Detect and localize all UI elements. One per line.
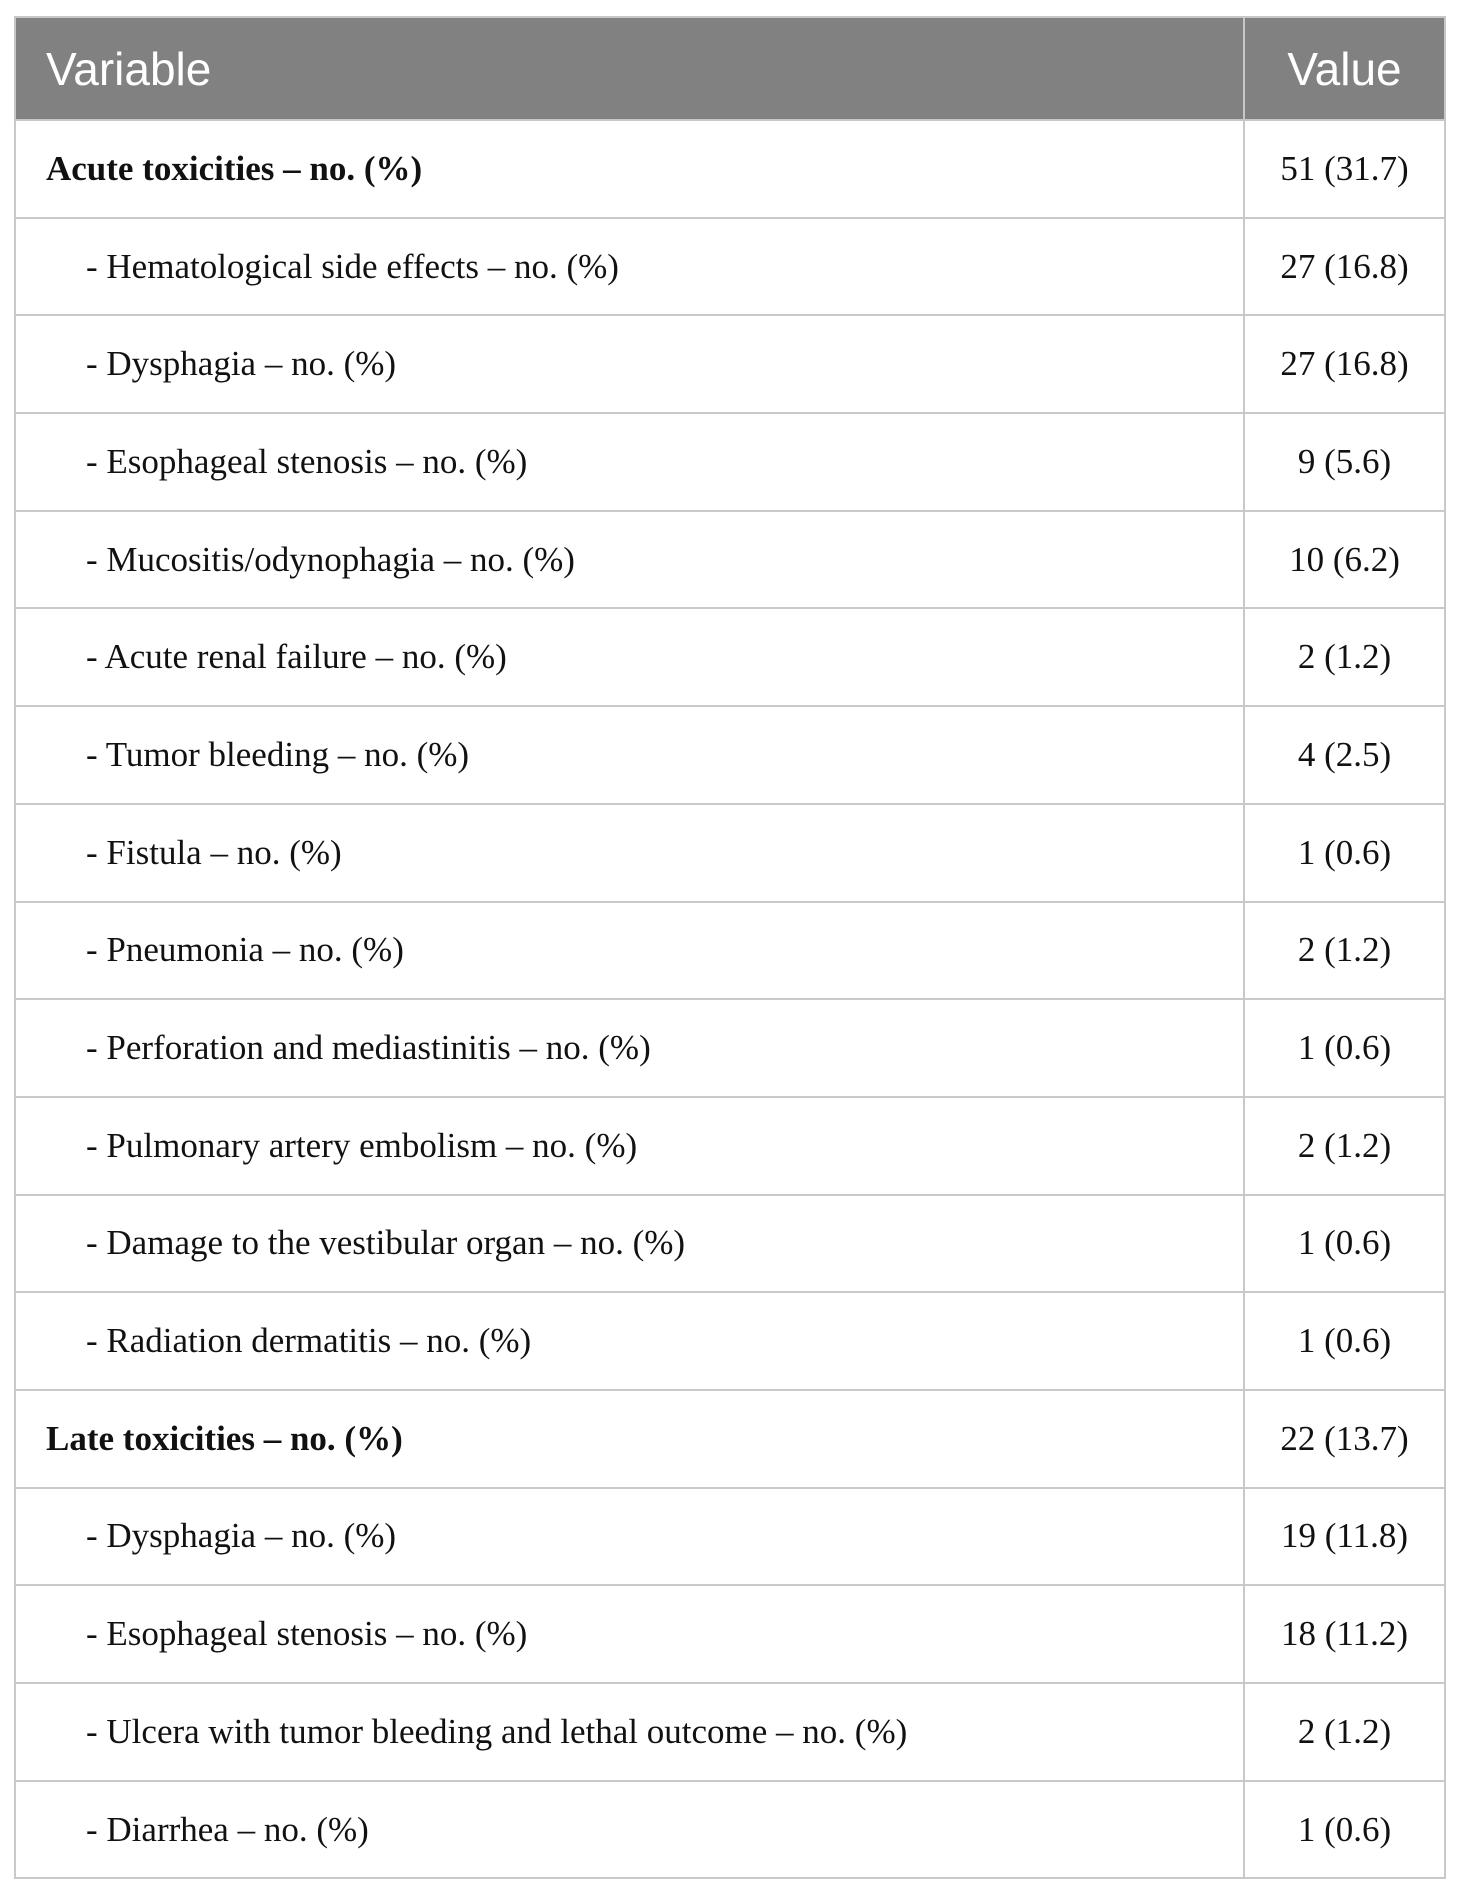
toxicities-table bbox=[14, 16, 1446, 1879]
table-row bbox=[15, 706, 1445, 804]
value-cell: 1 (0.6) bbox=[1244, 1292, 1445, 1390]
table-row bbox=[15, 999, 1445, 1097]
table-row bbox=[15, 1292, 1445, 1390]
table-row bbox=[15, 902, 1445, 1000]
value-cell: 10 (6.2) bbox=[1244, 511, 1445, 609]
table-row bbox=[15, 218, 1445, 316]
variable-cell: - Radiation dermatitis – no. (%) bbox=[15, 1292, 1244, 1390]
table-row bbox=[15, 1488, 1445, 1586]
value-cell: 51 (31.7) bbox=[1244, 120, 1445, 218]
variable-cell: - Perforation and mediastinitis – no. (%) bbox=[15, 999, 1244, 1097]
value-cell: 27 (16.8) bbox=[1244, 315, 1445, 413]
table-row bbox=[15, 413, 1445, 511]
variable-cell: - Fistula – no. (%) bbox=[15, 804, 1244, 902]
value-cell: 1 (0.6) bbox=[1244, 1195, 1445, 1293]
header-row bbox=[15, 17, 1445, 120]
section-label-cell: Late toxicities – no. (%) bbox=[15, 1390, 1244, 1488]
variable-cell: - Pneumonia – no. (%) bbox=[15, 902, 1244, 1000]
variable-cell: - Ulcera with tumor bleeding and lethal outcome – no. (%) bbox=[15, 1683, 1244, 1781]
table-row bbox=[15, 1390, 1445, 1488]
table-row bbox=[15, 315, 1445, 413]
variable-cell: - Esophageal stenosis – no. (%) bbox=[15, 1585, 1244, 1683]
value-cell: 1 (0.6) bbox=[1244, 999, 1445, 1097]
variable-cell: - Diarrhea – no. (%) bbox=[15, 1781, 1244, 1879]
variable-cell: - Dysphagia – no. (%) bbox=[15, 315, 1244, 413]
table-header bbox=[15, 17, 1445, 120]
value-cell: 9 (5.6) bbox=[1244, 413, 1445, 511]
table-row bbox=[15, 1097, 1445, 1195]
table-body bbox=[15, 120, 1445, 1878]
value-cell: 1 (0.6) bbox=[1244, 804, 1445, 902]
table-row bbox=[15, 1781, 1445, 1879]
variable-cell: - Acute renal failure – no. (%) bbox=[15, 608, 1244, 706]
section-label-cell: Acute toxicities – no. (%) bbox=[15, 120, 1244, 218]
column-header-value: Value bbox=[1244, 17, 1445, 120]
table-row bbox=[15, 1683, 1445, 1781]
table-row bbox=[15, 804, 1445, 902]
variable-cell: - Mucositis/odynophagia – no. (%) bbox=[15, 511, 1244, 609]
value-cell: 2 (1.2) bbox=[1244, 1097, 1445, 1195]
variable-cell: - Hematological side effects – no. (%) bbox=[15, 218, 1244, 316]
table-row bbox=[15, 511, 1445, 609]
variable-cell: - Tumor bleeding – no. (%) bbox=[15, 706, 1244, 804]
variable-cell: - Esophageal stenosis – no. (%) bbox=[15, 413, 1244, 511]
table-row bbox=[15, 1585, 1445, 1683]
variable-cell: - Dysphagia – no. (%) bbox=[15, 1488, 1244, 1586]
toxicities-table-container bbox=[14, 16, 1444, 1879]
variable-cell: - Damage to the vestibular organ – no. (%) bbox=[15, 1195, 1244, 1293]
variable-cell: - Pulmonary artery embolism – no. (%) bbox=[15, 1097, 1244, 1195]
column-header-variable: Variable bbox=[15, 17, 1244, 120]
table-row bbox=[15, 608, 1445, 706]
value-cell: 19 (11.8) bbox=[1244, 1488, 1445, 1586]
value-cell: 2 (1.2) bbox=[1244, 608, 1445, 706]
value-cell: 1 (0.6) bbox=[1244, 1781, 1445, 1879]
table-row bbox=[15, 120, 1445, 218]
table-row bbox=[15, 1195, 1445, 1293]
value-cell: 18 (11.2) bbox=[1244, 1585, 1445, 1683]
value-cell: 2 (1.2) bbox=[1244, 1683, 1445, 1781]
value-cell: 2 (1.2) bbox=[1244, 902, 1445, 1000]
value-cell: 4 (2.5) bbox=[1244, 706, 1445, 804]
value-cell: 22 (13.7) bbox=[1244, 1390, 1445, 1488]
value-cell: 27 (16.8) bbox=[1244, 218, 1445, 316]
